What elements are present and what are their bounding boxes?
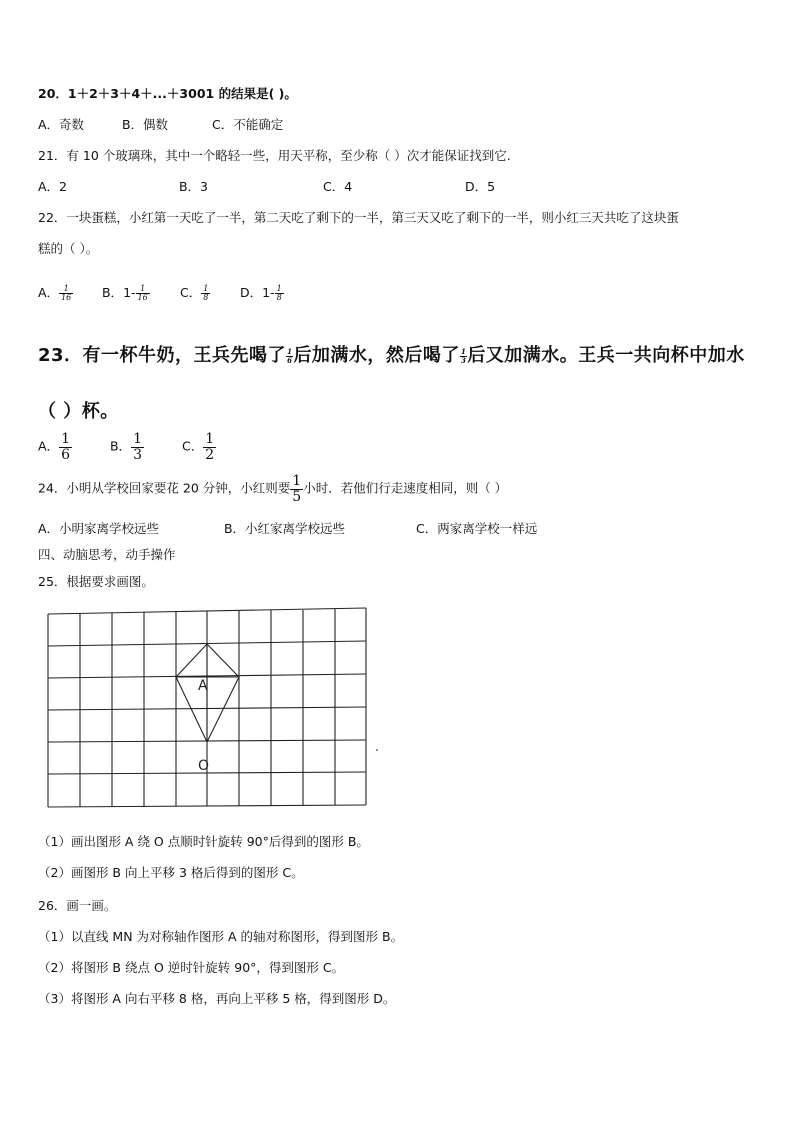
q21-options: [38, 177, 495, 195]
q23-stem-line2: （ ）杯。: [38, 401, 119, 422]
fraction-numerator: 1: [292, 473, 302, 489]
q22-stem-line2: 糕的（ ）。: [38, 241, 99, 256]
q20-stem: 20．1＋2＋3＋4＋...＋3001 的结果是( )。: [38, 86, 297, 101]
q20-options: [38, 115, 283, 133]
fraction-denominator: 3: [133, 446, 142, 463]
q23-part3: 后又加满水。王兵一共向杯中加水: [467, 345, 745, 366]
q22-option-d-label: D．: [239, 285, 263, 300]
q23-option-b-label: B．: [109, 438, 132, 454]
point-o-label: O: [198, 758, 210, 774]
fraction-denominator: 16: [137, 293, 148, 302]
q21-option-d: D．5: [464, 179, 496, 194]
fraction-denominator: 16: [61, 293, 72, 302]
q22-option-a: [38, 283, 98, 302]
q22-option-b-prefix: 1-: [123, 285, 136, 300]
q22-option-d-prefix: 1-: [262, 285, 275, 300]
q24-option-c: C．两家离学校一样远: [415, 521, 538, 536]
q22-option-d-fraction: [275, 285, 284, 303]
q22-option-a-fraction: [59, 285, 73, 303]
q21-option-b: B．3: [178, 179, 209, 194]
q23-option-c: [182, 432, 216, 462]
q22-option-c-label: C．: [179, 285, 202, 300]
q23-stem-line1: [38, 341, 745, 367]
fraction-denominator: 3: [460, 355, 467, 365]
q21-option-a: A．2: [38, 179, 68, 194]
q22-option-c-fraction: [201, 285, 210, 303]
fraction-denominator: 5: [292, 488, 302, 505]
q26-instruction-2: （2）将图形 B 绕点 O 逆时针旋转 90°，得到图形 C。: [38, 960, 345, 975]
fraction-denominator: 6: [61, 446, 70, 463]
q24-option-b: B．小红家离学校远些: [223, 521, 346, 536]
q26-instruction-3: （3）将图形 A 向右平移 8 格，再向上平移 5 格，得到图形 D。: [38, 991, 396, 1006]
fraction-numerator: 1: [133, 431, 142, 447]
stray-dot: [376, 749, 378, 751]
q22-option-a-label: A．: [38, 285, 60, 300]
q20-option-b: B．偶数: [121, 117, 169, 132]
q25-grid-figure: [40, 600, 380, 815]
q24-option-a: A．小明家离学校远些: [38, 521, 160, 536]
q26-stem: 26．画一画。: [38, 898, 117, 913]
q22-options: [38, 283, 284, 302]
fraction-numerator: 1: [287, 347, 293, 357]
q20-option-c: C．不能确定: [211, 117, 284, 132]
q25-instruction-2: （2）画图形 B 向上平移 3 格后得到的图形 C。: [38, 865, 304, 880]
fraction-numerator: 1: [203, 283, 209, 293]
q24-fraction: [290, 474, 303, 504]
q23-option-a-fraction: [59, 432, 72, 462]
fraction-denominator: 8: [203, 293, 209, 302]
q24-stem: [38, 474, 507, 504]
fraction-numerator: 1: [61, 431, 70, 447]
fraction-numerator: 1: [205, 431, 215, 447]
q23-option-c-fraction: [203, 432, 216, 462]
q22-option-c: [180, 283, 236, 302]
q21-option-c: C．4: [322, 179, 353, 194]
section-heading: 四、动脑思考，动手操作: [38, 547, 176, 562]
q24-part1: 24．小明从学校回家要花 20 分钟，小红则要: [38, 480, 291, 496]
q23-part2: 后加满水，然后喝了: [293, 345, 460, 366]
q26-instruction-1: （1）以直线 MN 为对称轴作图形 A 的轴对称图形，得到图形 B。: [38, 929, 404, 944]
figure-a-label: A: [198, 678, 208, 694]
q23-part1: 23．有一杯牛奶，王兵先喝了: [38, 345, 287, 366]
q20-option-a: A．奇数: [38, 117, 85, 132]
q25-instruction-1: （1）画出图形 A 绕 O 点顺时针旋转 90°后得到的图形 B。: [38, 834, 369, 849]
fraction-denominator: 8: [276, 293, 282, 302]
q23-option-a-label: A．: [38, 438, 60, 454]
q24-options: [38, 519, 537, 537]
q24-part2: 小时．若他们行走速度相同，则（ ）: [303, 480, 508, 496]
fraction-denominator: 6: [287, 355, 293, 365]
q23-option-b-fraction: [131, 432, 144, 462]
q22-option-b-label: B．: [101, 285, 124, 300]
fraction-numerator: 1: [460, 347, 467, 357]
fraction-numerator: 1: [276, 283, 282, 293]
q23-options: [38, 432, 216, 462]
q21-stem: 21．有 10 个玻璃珠，其中一个略轻一些，用天平称，至少称（ ）次才能保证找到它.: [38, 148, 511, 163]
fraction-denominator: 2: [205, 446, 215, 463]
q22-option-b: [102, 283, 176, 302]
fraction-numerator: 1: [59, 285, 73, 294]
q22-option-d: [240, 283, 284, 302]
q23-option-c-label: C．: [181, 438, 204, 454]
q22-option-b-fraction: [136, 285, 150, 303]
q25-stem: 25．根据要求画图。: [38, 574, 154, 589]
q23-option-a: [38, 432, 106, 462]
q22-stem-line1: 22．一块蛋糕，小红第一天吃了一半，第二天吃了剩下的一半，第三天又吃了剩下的一半，则小红三天共吃了这块蛋: [38, 210, 679, 225]
fraction-numerator: 1: [136, 285, 150, 294]
q23-option-b: [110, 432, 178, 462]
